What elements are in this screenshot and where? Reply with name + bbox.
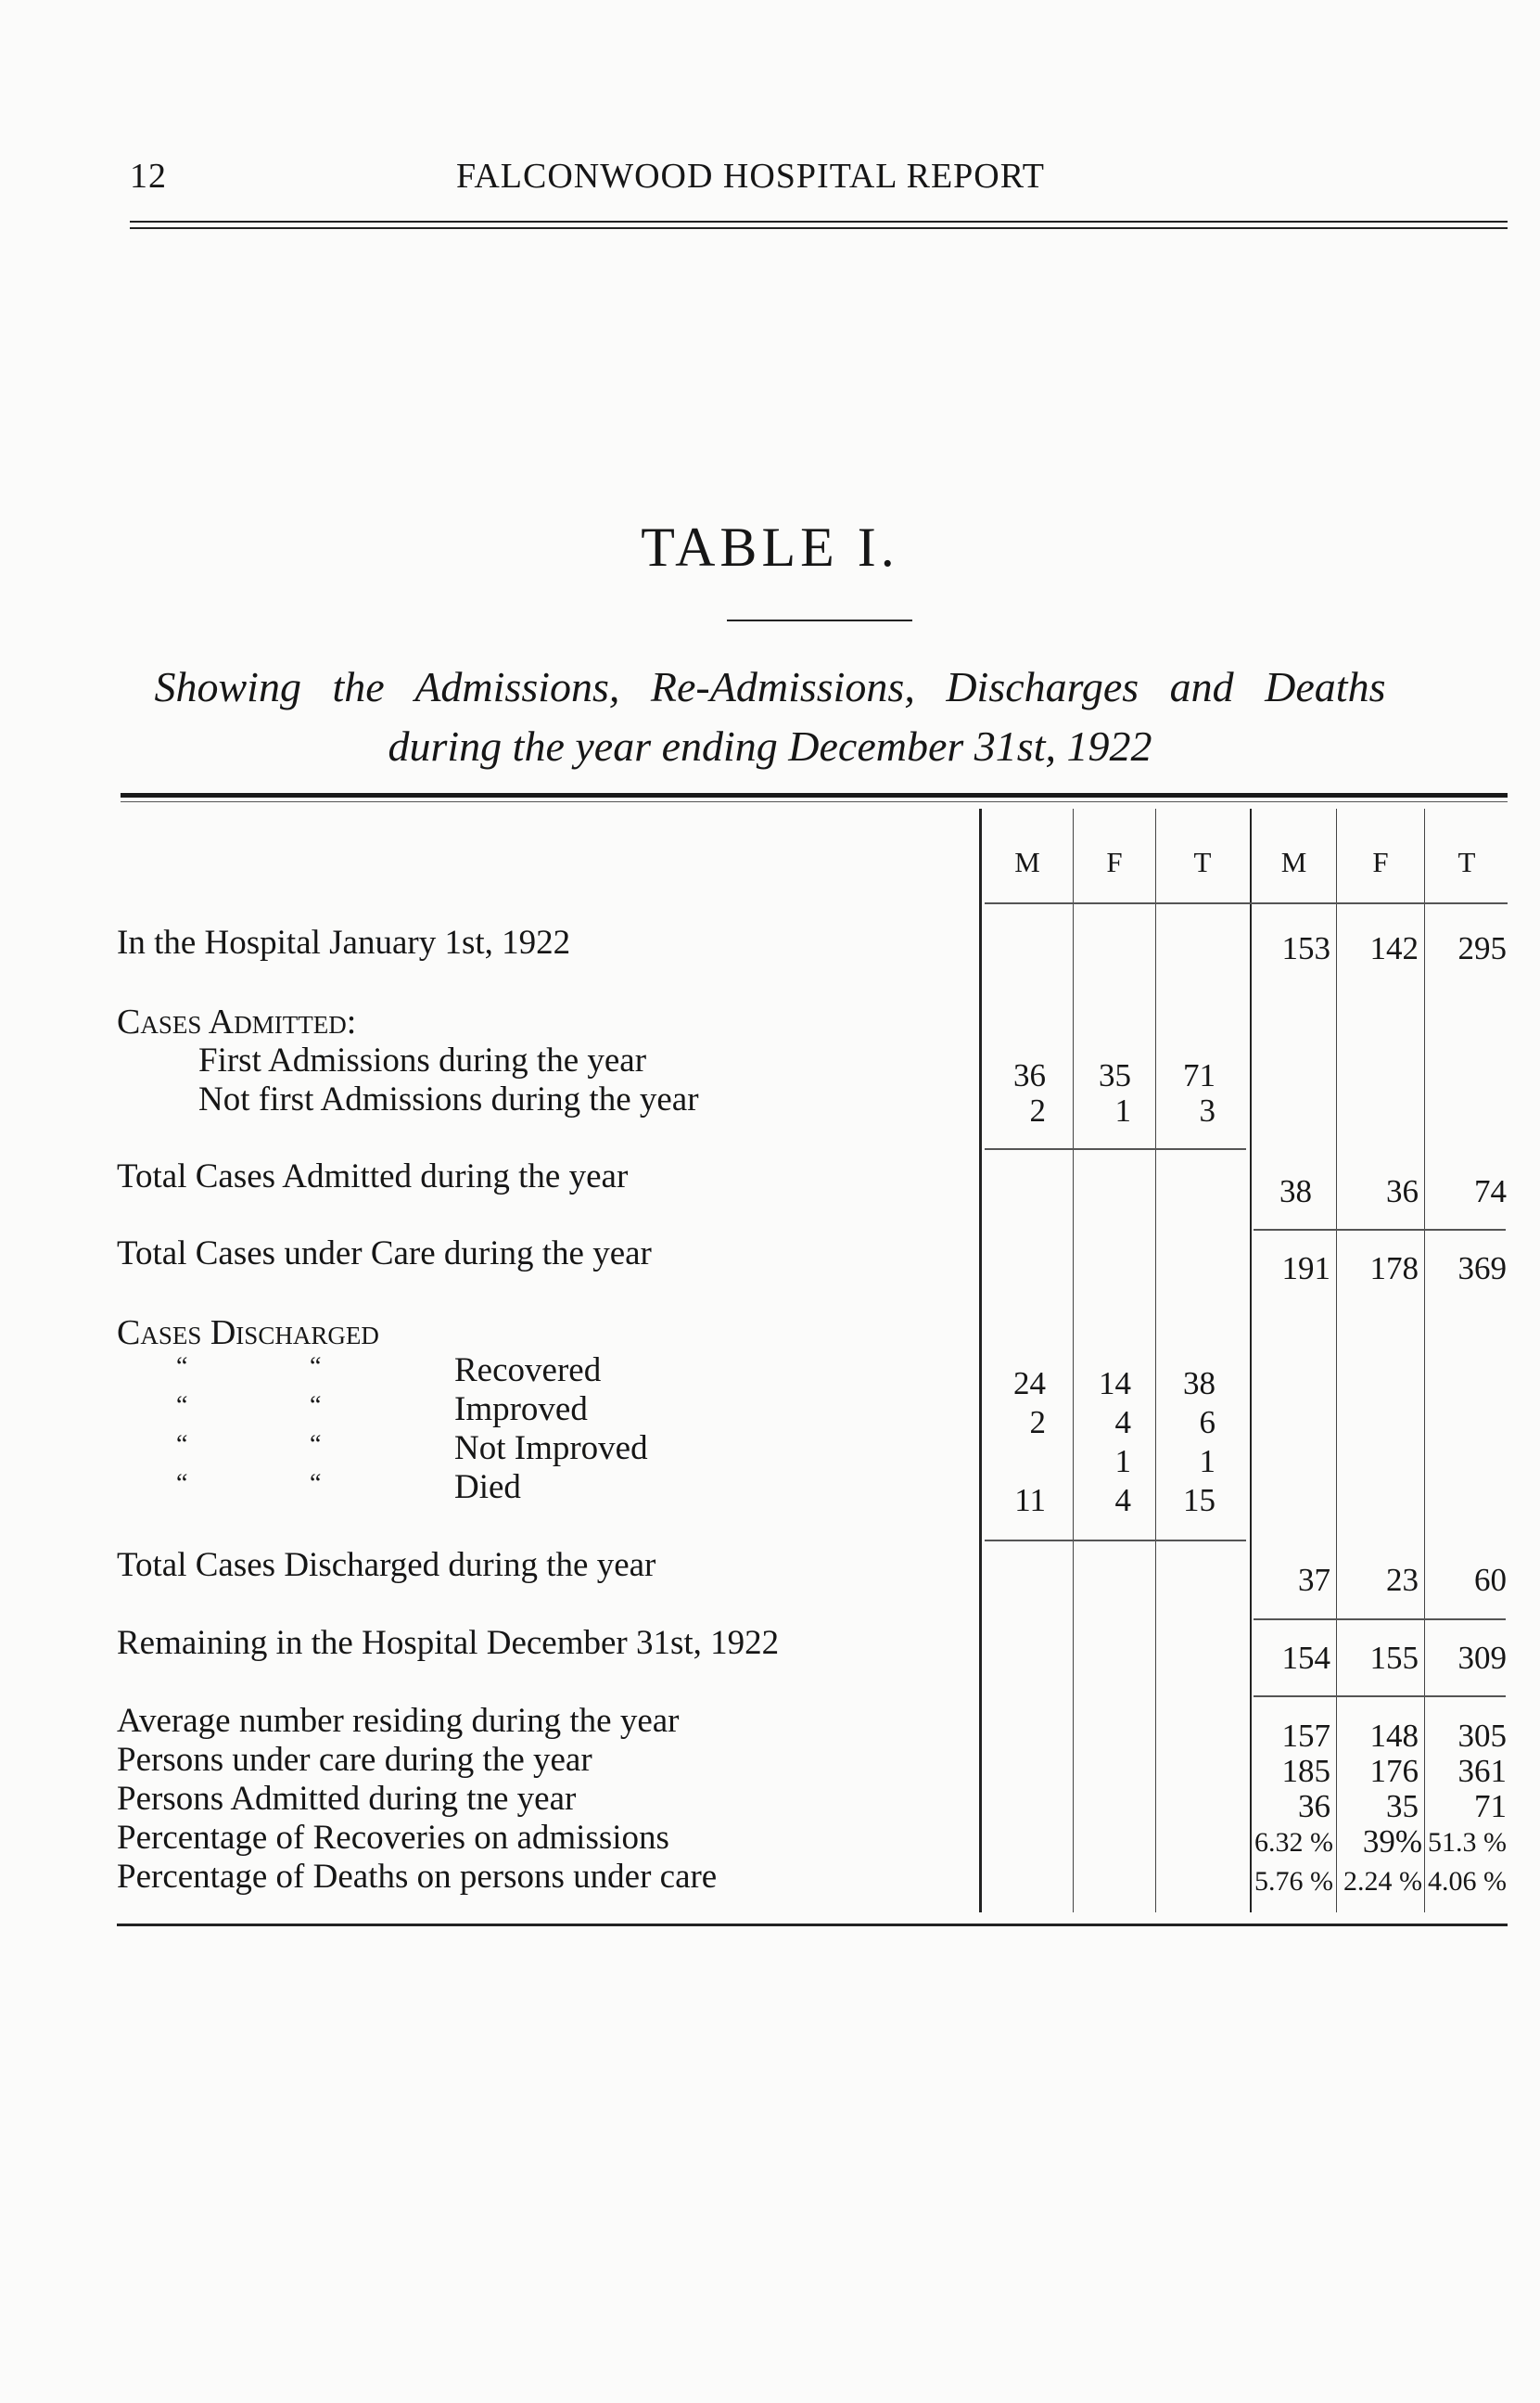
ditto-mark: “ [310, 1352, 322, 1381]
col-header-m: M [1014, 846, 1040, 878]
subtitle-line-2: during the year ending December 31st, 1922 [388, 722, 1152, 770]
cell-value: 38 [1183, 1365, 1215, 1401]
cell-value: 51.3 % [1428, 1827, 1507, 1858]
cell-value: 185 [1281, 1753, 1330, 1789]
row-label-not-first-admissions: Not first Admissions during the year [198, 1080, 699, 1118]
cell-value: 155 [1369, 1640, 1419, 1676]
ditto-mark: “ [176, 1391, 188, 1420]
cell-value: 305 [1457, 1718, 1507, 1754]
col-header-t: T [1457, 846, 1476, 878]
cell-value: 1 [1114, 1443, 1131, 1479]
cell-value: 38 [1279, 1173, 1312, 1209]
ditto-mark: “ [310, 1391, 322, 1420]
table-title: TABLE I. [641, 517, 899, 578]
cell-value: 35 [1099, 1057, 1131, 1093]
cell-value: 36 [1386, 1173, 1419, 1209]
cell-value: 295 [1457, 930, 1507, 966]
title-underline [727, 620, 912, 621]
row-label-died: Died [454, 1468, 521, 1506]
cell-value: 176 [1369, 1753, 1419, 1789]
cell-value: 37 [1298, 1562, 1330, 1598]
table-top-rule-thin [121, 801, 1508, 802]
cell-value: 14 [1099, 1365, 1131, 1401]
cell-value: 148 [1369, 1718, 1419, 1754]
col-header-f: F [1372, 846, 1389, 878]
col-header-m: M [1280, 846, 1307, 878]
row-label-improved: Improved [454, 1390, 588, 1428]
row-label-total-discharged: Total Cases Discharged during the year [117, 1546, 656, 1584]
subtotal-rule [1254, 1618, 1506, 1620]
row-label-not-improved: Not Improved [454, 1429, 648, 1467]
cell-value: 1 [1199, 1443, 1215, 1479]
row-label-first-admissions: First Admissions during the year [198, 1042, 647, 1080]
cell-value: 71 [1183, 1057, 1215, 1093]
cell-value: 4.06 % [1428, 1866, 1507, 1897]
cell-value: 142 [1369, 930, 1419, 966]
cell-value: 157 [1281, 1718, 1330, 1754]
cell-value: 36 [1298, 1788, 1330, 1824]
cell-value: 2.24 % [1343, 1866, 1422, 1897]
row-label-remaining: Remaining in the Hospital December 31st, 1922 [117, 1624, 780, 1662]
cell-value: 1 [1114, 1093, 1131, 1129]
ditto-mark: “ [310, 1430, 322, 1459]
header-underline [985, 902, 1508, 904]
cell-value: 39% [1362, 1823, 1422, 1860]
col-header-t: T [1193, 846, 1212, 878]
cell-value: 191 [1281, 1250, 1330, 1286]
cell-value: 60 [1474, 1562, 1507, 1598]
row-label-persons-under-care: Persons under care during the year [117, 1741, 592, 1779]
subtotal-rule [1254, 1229, 1506, 1231]
header-rule-bottom [130, 227, 1508, 229]
table-top-rule [121, 793, 1508, 798]
cell-value: 15 [1183, 1482, 1215, 1518]
row-label-persons-admitted: Persons Admitted during tne year [117, 1780, 577, 1818]
header-rule-top [130, 221, 1508, 223]
cell-value: 178 [1369, 1250, 1419, 1286]
row-label-recovered: Recovered [454, 1351, 602, 1389]
subtotal-rule [985, 1540, 1246, 1541]
row-label-pct-recoveries: Percentage of Recoveries on admissions [117, 1819, 669, 1857]
cell-value: 2 [1029, 1093, 1046, 1129]
ditto-mark: “ [176, 1430, 188, 1459]
column-divider [1155, 809, 1156, 1912]
cell-value: 11 [1014, 1482, 1046, 1518]
row-label-pct-deaths: Percentage of Deaths on persons under care [117, 1858, 718, 1896]
cell-value: 35 [1386, 1788, 1419, 1824]
cell-value: 74 [1474, 1173, 1507, 1209]
cell-value: 24 [1013, 1365, 1046, 1401]
cell-value: 36 [1013, 1057, 1046, 1093]
column-divider [979, 809, 982, 1912]
cell-value: 369 [1457, 1250, 1507, 1286]
cell-value: 3 [1199, 1093, 1215, 1129]
subtotal-rule [985, 1148, 1246, 1150]
cell-value: 361 [1457, 1753, 1507, 1789]
column-divider [1073, 809, 1074, 1912]
cell-value: 71 [1474, 1788, 1507, 1824]
cell-value: 2 [1029, 1404, 1046, 1440]
cell-value: 4 [1114, 1404, 1131, 1440]
row-label-total-under-care: Total Cases under Care during the year [117, 1234, 652, 1272]
row-label-total-admitted: Total Cases Admitted during the year [117, 1157, 629, 1195]
section-heading-cases-discharged: Cases Discharged [117, 1313, 379, 1352]
cell-value: 154 [1281, 1640, 1330, 1676]
ditto-mark: “ [176, 1469, 188, 1498]
cell-value: 6.32 % [1254, 1827, 1333, 1858]
ditto-mark: “ [176, 1352, 188, 1381]
row-label-in-hospital: In the Hospital January 1st, 1922 [117, 924, 571, 962]
table-bottom-rule [117, 1924, 1508, 1926]
cell-value: 5.76 % [1254, 1866, 1333, 1897]
cell-value: 23 [1386, 1562, 1419, 1598]
cell-value: 309 [1457, 1640, 1507, 1676]
subtitle-line-1: Showing the Admissions, Re-Admissions, Discharges and Deaths [154, 663, 1386, 710]
section-heading-cases-admitted: Cases Admitted: [117, 1003, 357, 1042]
cell-value: 153 [1281, 930, 1330, 966]
subtotal-rule [1254, 1695, 1506, 1697]
ditto-mark: “ [310, 1469, 322, 1498]
row-label-average-residing: Average number residing during the year [117, 1702, 680, 1740]
col-header-f: F [1106, 846, 1123, 878]
cell-value: 6 [1199, 1404, 1215, 1440]
page-number: 12 [130, 157, 167, 196]
cell-value: 4 [1114, 1482, 1131, 1518]
running-title: FALCONWOOD HOSPITAL REPORT [456, 157, 1046, 196]
